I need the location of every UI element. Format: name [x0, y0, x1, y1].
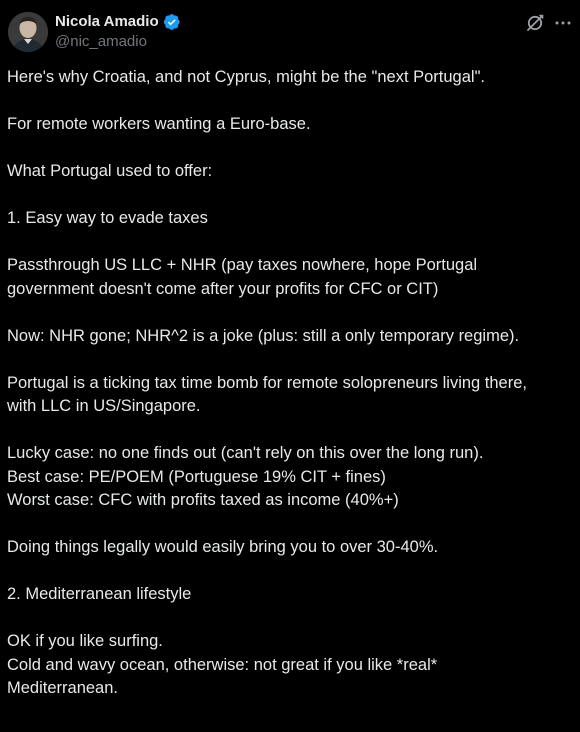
tweet-line: [7, 301, 573, 325]
tweet-line: Mediterranean.: [7, 679, 118, 697]
tweet-line: Cold and wavy ocean, otherwise: not great if you like *real*: [7, 655, 438, 674]
author-display-name[interactable]: Nicola Amadio: [55, 13, 159, 30]
tweet-line: 2. Mediterranean lifestyle: [7, 585, 192, 603]
tweet-line: For remote workers wanting a Euro-base.: [7, 115, 311, 133]
tweet-line: Best case: PE/POEM (Portuguese 19% CIT + fines): [7, 467, 386, 486]
author-handle[interactable]: @nic_amadio: [55, 33, 147, 50]
tweet-line: [7, 560, 573, 584]
tweet-line: Lucky case: no one finds out (can't rely on this over the long run).: [7, 444, 484, 462]
tweet-line: [7, 231, 573, 255]
tweet-line: Here's why Croatia, and not Cyprus, might be the "next Portugal".: [7, 68, 486, 86]
tweet-line: [7, 607, 573, 631]
tweet-line: [7, 513, 573, 537]
verified-badge-icon: [163, 13, 181, 31]
tweet-line: [7, 137, 573, 161]
tweet-line: with LLC in US/Singapore.: [7, 397, 201, 415]
tweet-line: Portugal is a ticking tax time bomb for remote solopreneurs living there,: [7, 373, 527, 392]
tweet-line: What Portugal used to offer:: [7, 162, 213, 180]
more-options-icon[interactable]: [553, 13, 573, 33]
tweet-line: Now: NHR gone; NHR^2 is a joke (plus: still a only temporary regime).: [7, 326, 520, 345]
grok-icon[interactable]: [525, 13, 545, 33]
tweet-line: government doesn't come after your profits for CFC or CIT): [7, 279, 439, 298]
tweet-line: Passthrough US LLC + NHR (pay taxes nowhere, hope Portugal: [7, 256, 478, 274]
tweet-line: 1. Easy way to evade taxes: [7, 209, 208, 227]
tweet-line: [7, 348, 573, 372]
tweet-line: Worst case: CFC with profits taxed as income (40%+): [7, 491, 399, 509]
avatar-photo-icon: [8, 12, 48, 52]
author-name-row[interactable]: [55, 12, 181, 32]
tweet-line: [7, 184, 573, 208]
tweet-text: [7, 66, 573, 701]
tweet-header: [0, 0, 580, 62]
tweet-line: Doing things legally would easily bring you to over 30-40%.: [7, 538, 439, 556]
tweet-line: OK if you like surfing.: [7, 632, 163, 650]
avatar[interactable]: [8, 12, 48, 52]
tweet-line: [7, 90, 573, 114]
tweet-line: [7, 419, 573, 443]
